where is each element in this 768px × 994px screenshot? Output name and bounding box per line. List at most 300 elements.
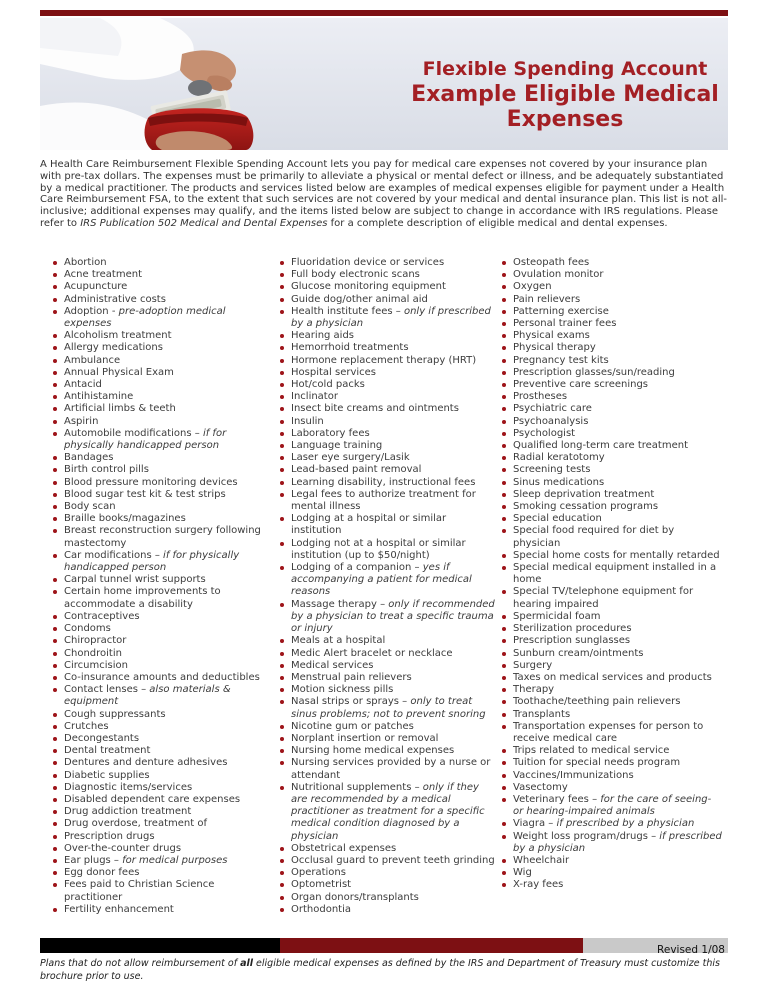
intro-text: A Health Care Reimbursement Flexible Spending Account lets you pay for medical care expenses not covered by your insurance plan with pre-tax dollars. The expenses must be primarily to alleviate a physical or mental defect or illness, and be adequately substantiated by a medical practitioner. The products and services listed below are examples of medical expenses eligible for payment under a Health Care Reimbursement FSA, to the extent that such services are not covered by your medical and dental insurance plan. This list is not all-inclusive; additional expenses may qualify, and the items listed below are subject to change in accordance with IRS regulations. Please refer to (40, 159, 727, 229)
bullet-icon (53, 725, 57, 729)
list-item-text: Braille books/magazines (64, 513, 186, 525)
list-item-text: Antacid (64, 379, 102, 391)
list-item (501, 855, 728, 867)
list-item-text: Crutches (64, 720, 109, 732)
list-item-text: Surgery (513, 659, 553, 671)
bullet-icon (502, 468, 506, 472)
bullet-icon (53, 664, 57, 668)
list-item-text: Laser eye surgery/Lasik (291, 452, 410, 464)
list-item (52, 428, 279, 452)
bullet-icon (502, 334, 506, 338)
list-item-text: Organ donors/transplants (291, 891, 419, 903)
list-item-text: Condoms (64, 623, 111, 635)
list-item (52, 757, 279, 769)
bullet-icon (53, 456, 57, 460)
list-item-text: Vaccines/Immunizations (513, 769, 634, 781)
list-item-text: Medical services (291, 659, 374, 671)
list-item-text: Special education (513, 513, 602, 525)
list-item (501, 586, 728, 610)
list-item-text: Fertility enhancement (64, 903, 174, 915)
list-item (52, 855, 279, 867)
list-item-text: Nutritional supplements – only if they are recommended by a medical practitioner as treatment for a specific medical condition diagnosed by a physician (291, 781, 485, 842)
bullet-icon (280, 737, 284, 741)
bullet-icon (53, 505, 57, 509)
list-item (501, 696, 728, 708)
list-item-text: Nicotine gum or patches (291, 720, 414, 732)
list-item (501, 770, 728, 782)
bullet-icon (502, 700, 506, 704)
list-item-text: Alcoholism treatment (64, 330, 172, 342)
bullet-icon (502, 566, 506, 570)
list-item (52, 879, 279, 903)
list-item-text: Hospital services (291, 366, 377, 378)
list-item-text: Diabetic supplies (64, 769, 150, 781)
list-item (52, 672, 279, 684)
list-item-text: Circumcision (64, 659, 128, 671)
bullet-icon (502, 517, 506, 521)
list-item (52, 831, 279, 843)
list-item-text: Lodging at a hospital or similar institution (291, 513, 447, 537)
list-item (52, 355, 279, 367)
bullet-icon (53, 786, 57, 790)
bullet-icon (502, 725, 506, 729)
list-item (52, 745, 279, 757)
list-item-text: Acupuncture (64, 281, 128, 293)
list-item-text: Contraceptives (64, 610, 140, 622)
list-item-text: Nursing home medical expenses (291, 745, 455, 757)
list-item-text: Psychoanalysis (513, 415, 589, 427)
bullet-icon (53, 627, 57, 631)
bullet-icon (280, 420, 284, 424)
list-item (52, 294, 279, 306)
list-item (501, 672, 728, 684)
list-item (279, 257, 501, 269)
list-item-text: Fees paid to Christian Science practitioner (64, 879, 215, 903)
list-item-text: Administrative costs (64, 293, 166, 305)
bullet-icon (502, 652, 506, 656)
list-item-text: Blood sugar test kit & test strips (64, 488, 226, 500)
list-item-text: Meals at a hospital (291, 635, 386, 647)
bullet-icon (53, 407, 57, 411)
list-item (501, 428, 728, 440)
list-item-text: Artificial limbs & teeth (64, 403, 176, 415)
list-item-text: Guide dog/other animal aid (291, 293, 428, 305)
list-item-text: Carpal tunnel wrist supports (64, 574, 206, 586)
list-item (279, 428, 501, 440)
bullet-icon (502, 481, 506, 485)
bullet-icon (280, 676, 284, 680)
list-item (279, 281, 501, 293)
list-item (279, 452, 501, 464)
list-item (52, 367, 279, 379)
list-item (279, 440, 501, 452)
list-item-text: Wheelchair (513, 854, 570, 866)
bullet-icon (280, 871, 284, 875)
list-item (501, 281, 728, 293)
list-item (52, 391, 279, 403)
expense-columns (52, 257, 728, 916)
list-item-text: Lead-based paint removal (291, 464, 422, 476)
bullet-icon (502, 822, 506, 826)
list-item (52, 281, 279, 293)
list-item-text: Physical therapy (513, 342, 596, 354)
list-item-text: Orthodontia (291, 903, 351, 915)
bullet-icon (53, 676, 57, 680)
list-item (279, 904, 501, 916)
list-item-text: Dental treatment (64, 745, 151, 757)
list-item (52, 770, 279, 782)
list-item (501, 342, 728, 354)
list-item-text: Screening tests (513, 464, 591, 476)
list-item (279, 342, 501, 354)
revised-label: Revised 1/08 (657, 944, 725, 956)
list-item (279, 562, 501, 599)
list-item-text: Egg donor fees (64, 867, 140, 879)
list-item-text: Drug addiction treatment (64, 806, 192, 818)
list-item-text: Radial keratotomy (513, 452, 605, 464)
list-item (501, 501, 728, 513)
list-item-text: Lodging of a companion – yes if accompanying a patient for medical reasons (291, 562, 472, 598)
list-item-text: Antihistamine (64, 391, 134, 403)
list-item (279, 599, 501, 636)
list-item (52, 513, 279, 525)
bullet-icon (53, 737, 57, 741)
list-item-text: Prescription glasses/sun/reading (513, 366, 675, 378)
list-item-text: Nasal strips or sprays – only to treat sinus problems; not to prevent snoring (291, 696, 486, 720)
list-item (52, 611, 279, 623)
list-item-text: Glucose monitoring equipment (291, 281, 446, 293)
list-item (279, 733, 501, 745)
bullet-icon (280, 542, 284, 546)
list-item-text: Special food required for diet by physician (513, 525, 675, 549)
bullet-icon (280, 359, 284, 363)
list-item-text: Motion sickness pills (291, 684, 394, 696)
list-item-text: Pregnancy test kits (513, 354, 609, 366)
bullet-icon (280, 310, 284, 314)
list-item-text: Medic Alert bracelet or necklace (291, 647, 453, 659)
list-item (501, 611, 728, 623)
list-item-text: Optometrist (291, 879, 352, 891)
list-item-text: Language training (291, 440, 383, 452)
bullet-icon (280, 725, 284, 729)
list-item-text: Cough suppressants (64, 708, 166, 720)
bullet-icon (280, 371, 284, 375)
bullet-icon (53, 517, 57, 521)
note-bold-word: all (240, 958, 254, 969)
list-item-text: Taxes on medical services and products (513, 671, 712, 683)
list-item (501, 464, 728, 476)
bullet-icon (280, 456, 284, 460)
footer-note (40, 957, 728, 983)
list-item-text: Bandages (64, 452, 114, 464)
title-line2: Example Eligible Medical Expenses (411, 82, 719, 132)
bullet-icon (53, 749, 57, 753)
bullet-icon (53, 334, 57, 338)
list-item (501, 867, 728, 879)
list-item (52, 342, 279, 354)
list-item-text: Patterning exercise (513, 305, 609, 317)
list-item (501, 660, 728, 672)
list-item-text: Breast reconstruction surgery following mastectomy (64, 525, 261, 549)
list-item-text: Toothache/teething pain relievers (513, 696, 681, 708)
bullet-icon (53, 383, 57, 387)
list-item-text: Psychologist (513, 427, 576, 439)
list-item-text: Abortion (64, 257, 107, 268)
list-item-text: Wig (513, 867, 532, 879)
bullet-icon (502, 273, 506, 277)
list-item (501, 794, 728, 818)
list-item (52, 525, 279, 549)
bullet-icon (502, 261, 506, 265)
list-item (52, 477, 279, 489)
bullet-icon (53, 847, 57, 851)
list-item-text: Blood pressure monitoring devices (64, 476, 238, 488)
list-item-text: Massage therapy – only if recommended by a physician to treat a specific trauma or injury (291, 598, 495, 635)
list-item (52, 501, 279, 513)
list-item (501, 818, 728, 830)
list-item-text: Vasectomy (513, 781, 568, 793)
list-item (52, 843, 279, 855)
bullet-icon (53, 529, 57, 533)
list-item (501, 452, 728, 464)
bullet-icon (280, 517, 284, 521)
bullet-icon (280, 481, 284, 485)
list-item-text: Preventive care screenings (513, 379, 649, 391)
list-item-text: Prescription drugs (64, 830, 155, 842)
list-item (279, 464, 501, 476)
list-item (52, 660, 279, 672)
bullet-icon (502, 883, 506, 887)
list-item (279, 330, 501, 342)
list-item (52, 269, 279, 281)
list-item (501, 257, 728, 269)
list-item (501, 440, 728, 452)
bullet-icon (502, 310, 506, 314)
list-item (501, 648, 728, 660)
bullet-icon (502, 359, 506, 363)
note-text-end: eligible medical expenses as defined by the IRS and Department of Treasury must customize this brochure prior to use. (40, 958, 720, 982)
list-item-text: Adoption - pre-adoption medical expenses (64, 305, 226, 330)
bullet-icon (280, 334, 284, 338)
list-item-text: Co-insurance amounts and deductibles (64, 671, 260, 683)
list-item-text: Sunburn cream/ointments (513, 647, 644, 659)
bullet-icon (502, 688, 506, 692)
list-item (52, 403, 279, 415)
bullet-icon (502, 664, 506, 668)
bullet-icon (502, 835, 506, 839)
list-item-text: Annual Physical Exam (64, 366, 174, 378)
bullet-icon (280, 285, 284, 289)
list-item (52, 586, 279, 610)
bullet-icon (53, 871, 57, 875)
list-item (52, 709, 279, 721)
list-item (501, 562, 728, 586)
bullet-icon (502, 871, 506, 875)
list-item-text: Legal fees to authorize treatment for mental illness (291, 488, 476, 513)
list-item-text: Insulin (291, 415, 324, 427)
bullet-icon (502, 713, 506, 717)
bullet-icon (53, 420, 57, 424)
list-item-text: Birth control pills (64, 464, 149, 476)
list-item-text: Obstetrical expenses (291, 842, 397, 854)
bullet-icon (280, 896, 284, 900)
list-item-text: Learning disability, instructional fees (291, 476, 476, 488)
list-item (52, 721, 279, 733)
bullet-icon (280, 493, 284, 497)
list-item (501, 294, 728, 306)
list-item (279, 367, 501, 379)
coin (188, 80, 212, 96)
list-item-text: Personal trainer fees (513, 318, 617, 330)
list-item-text: Sinus medications (513, 476, 605, 488)
title-line1: Flexible Spending Account (422, 58, 708, 80)
bullet-icon (502, 432, 506, 436)
list-item-text: Inclinator (291, 391, 338, 403)
list-item-text: Sterilization procedures (513, 623, 632, 635)
list-item-text: Nursing services provided by a nurse or attendant (291, 757, 491, 781)
list-item (279, 513, 501, 537)
list-item (52, 464, 279, 476)
expense-column-1 (52, 257, 279, 916)
list-item (279, 684, 501, 696)
bullet-icon (53, 822, 57, 826)
list-item-text: Ear plugs – for medical purposes (64, 854, 228, 866)
list-item (52, 623, 279, 635)
list-item-text: Transportation expenses for person to receive medical care (513, 720, 704, 744)
list-item-text: Physical exams (513, 330, 590, 342)
list-item-text: Tuition for special needs program (513, 757, 681, 769)
list-item (279, 660, 501, 672)
top-accent-bar (40, 10, 728, 16)
bullet-icon (280, 395, 284, 399)
list-item-text: Prostheses (513, 391, 568, 403)
bullet-icon (53, 298, 57, 302)
list-item-text: Aspirin (64, 415, 99, 427)
list-item (279, 489, 501, 513)
bullet-icon (53, 810, 57, 814)
bullet-icon (53, 285, 57, 289)
list-item-text: Prescription sunglasses (513, 635, 631, 647)
list-item (501, 684, 728, 696)
list-item (52, 794, 279, 806)
list-item (501, 306, 728, 318)
list-item-text: Transplants (513, 708, 571, 720)
bullet-icon (502, 627, 506, 631)
list-item (501, 709, 728, 721)
bullet-icon (502, 420, 506, 424)
list-item (279, 269, 501, 281)
list-item (279, 355, 501, 367)
expense-column-2 (279, 257, 501, 916)
bullet-icon (502, 395, 506, 399)
list-item (52, 806, 279, 818)
bullet-icon (502, 298, 506, 302)
list-item (52, 306, 279, 330)
list-item (52, 257, 279, 269)
list-item-text: Car modifications – if for physically handicapped person (64, 549, 240, 574)
list-item (501, 550, 728, 562)
list-item-text: Insect bite creams and ointments (291, 403, 459, 415)
list-item-text: Lodging not at a hospital or similar institution (up to $50/night) (291, 537, 466, 561)
list-item-text: Chiropractor (64, 635, 127, 647)
list-item (52, 416, 279, 428)
list-item (279, 782, 501, 843)
list-item (279, 843, 501, 855)
header-banner (40, 18, 728, 150)
list-item (501, 757, 728, 769)
bullet-icon (502, 371, 506, 375)
list-item-text: Acne treatment (64, 269, 142, 281)
bullet-icon (53, 652, 57, 656)
list-item-text: Pain relievers (513, 293, 581, 305)
list-item (501, 513, 728, 525)
bullet-icon (502, 285, 506, 289)
list-item-text: Oxygen (513, 281, 552, 293)
bullet-icon (53, 273, 57, 277)
bullet-icon (502, 590, 506, 594)
list-item (279, 867, 501, 879)
list-item (501, 318, 728, 330)
bullet-icon (502, 383, 506, 387)
bullet-icon (53, 395, 57, 399)
list-item-text: Hemorrhoid treatments (291, 342, 409, 354)
bullet-icon (53, 432, 57, 436)
bullet-icon (53, 883, 57, 887)
bullet-icon (280, 749, 284, 753)
list-item (52, 550, 279, 574)
list-item (279, 879, 501, 891)
list-item-text: Health institute fees – only if prescribed by a physician (291, 305, 491, 330)
bullet-icon (280, 298, 284, 302)
bullet-icon (502, 407, 506, 411)
list-item (279, 379, 501, 391)
list-item (52, 379, 279, 391)
bullet-icon (502, 322, 506, 326)
list-item (501, 379, 728, 391)
bullet-icon (502, 554, 506, 558)
list-item-text: Weight loss program/drugs – if prescribed by a physician (513, 830, 722, 854)
bullet-icon (502, 798, 506, 802)
list-item-text: Special medical equipment installed in a home (513, 562, 717, 586)
bullet-icon (53, 688, 57, 692)
list-item-text: Occlusal guard to prevent teeth grinding (291, 854, 495, 866)
bullet-icon (280, 786, 284, 790)
list-item-text: Full body electronic scans (291, 269, 420, 281)
list-item-text: Laboratory fees (291, 427, 370, 439)
list-item (52, 648, 279, 660)
footer-bar (40, 938, 728, 956)
list-item (279, 672, 501, 684)
list-item (279, 696, 501, 720)
bullet-icon (502, 786, 506, 790)
list-item (279, 648, 501, 660)
list-item-text: Ambulance (64, 354, 121, 366)
list-item-text: Body scan (64, 501, 116, 513)
list-item (279, 892, 501, 904)
list-item (501, 721, 728, 745)
list-item (501, 330, 728, 342)
list-item-text: Hormone replacement therapy (HRT) (291, 354, 477, 366)
list-item-text: Hearing aids (291, 330, 355, 342)
bullet-icon (280, 664, 284, 668)
list-item-text: Smoking cessation programs (513, 501, 659, 513)
list-item (279, 757, 501, 781)
bullet-icon (280, 847, 284, 851)
bullet-icon (502, 444, 506, 448)
note-text: Plans that do not allow reimbursement of (40, 958, 241, 969)
bullet-icon (53, 578, 57, 582)
list-item (279, 721, 501, 733)
